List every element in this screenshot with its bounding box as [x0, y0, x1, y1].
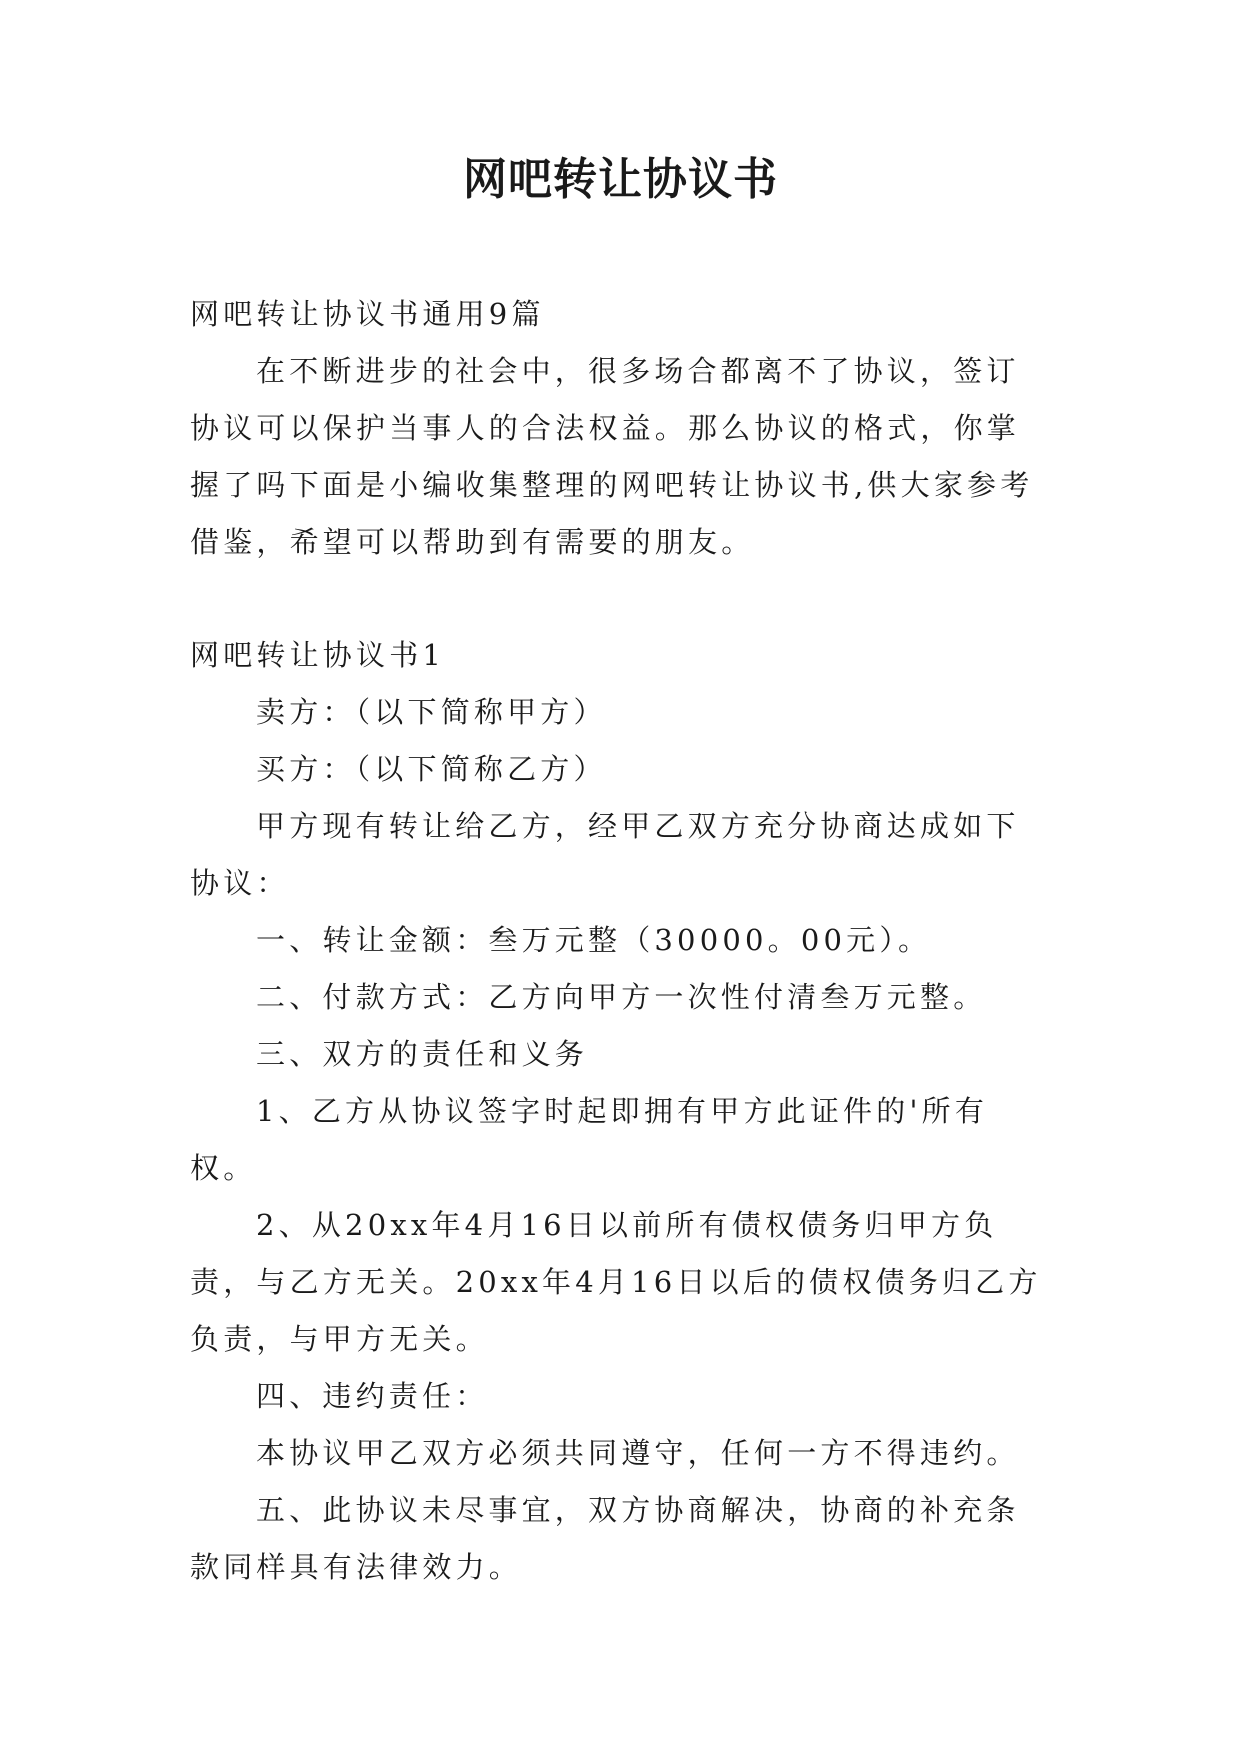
clause-4-text: 本协议甲乙双方必须共同遵守，任何一方不得违约。 [256, 1436, 1020, 1470]
buyer-line: 买方：（以下简称乙方） [256, 752, 607, 786]
page-title: 网吧转让协议书 [463, 154, 778, 205]
clause-3-1: 1、乙方从协议签字时起即拥有甲方此证件的'所有权。 [190, 1094, 989, 1185]
intro-paragraph: 在不断进步的社会中，很多场合都离不了协议，签订协议可以保护当事人的合法权益。那么协议的格式，你掌握了吗下面是小编收集整理的网吧转让协议书,供大家参考借鉴，希望可以帮助到有需要的朋友。 [190, 354, 1034, 559]
clause-5: 五、此协议未尽事宜，双方协商解决，协商的补充条款同样具有法律效力。 [190, 1493, 1020, 1584]
section-heading: 网吧转让协议书1 [190, 638, 446, 672]
document-subtitle: 网吧转让协议书通用9篇 [190, 297, 545, 331]
clause-3: 三、双方的责任和义务 [256, 1037, 589, 1071]
document-body [190, 286, 1050, 1596]
clause-3-2: 2、从20xx年4月16日以前所有债权债务归甲方负责，与乙方无关。20xx年4月16日以后的债权债务归乙方负责，与甲方无关。 [190, 1208, 1042, 1356]
clause-1: 一、转让金额：叁万元整（30000。00元）。 [256, 923, 932, 957]
preamble-paragraph: 甲方现有转让给乙方，经甲乙双方充分协商达成如下协议： [190, 809, 1020, 900]
clause-2: 二、付款方式：乙方向甲方一次性付清叁万元整。 [256, 980, 987, 1014]
clause-4: 四、违约责任： [256, 1379, 489, 1413]
seller-line: 卖方：（以下简称甲方） [256, 695, 607, 729]
